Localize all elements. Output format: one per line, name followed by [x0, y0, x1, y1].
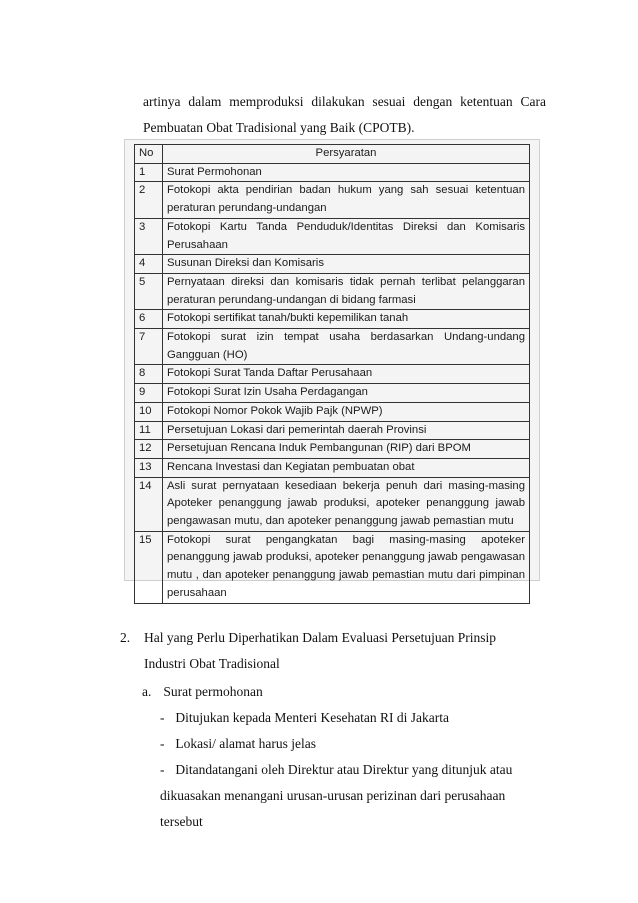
section-2-title-line-2: Industri Obat Tradisional	[144, 656, 280, 671]
row-number: 1	[135, 163, 163, 182]
row-number: 2	[135, 182, 163, 218]
section-2	[120, 628, 540, 838]
header-no: No	[135, 145, 163, 164]
header-persyaratan: Persyaratan	[163, 145, 530, 164]
row-requirement: Fotokopi surat pengangkatan bagi masing-masing apoteker penanggung jawab produksi, apoteker penanggung jawab pengawasan mutu , dan apoteker penanggung jawab pemastian mutu dari pimpinan perusahaan	[163, 531, 530, 603]
table-row	[135, 402, 530, 421]
bullet-continuation: dikuasakan menangani urusan-urusan perizinan dari perusahaan	[160, 788, 506, 803]
requirements-table-image	[124, 139, 540, 599]
row-number: 11	[135, 421, 163, 440]
table-row	[135, 329, 530, 365]
row-requirement: Pernyataan direksi dan komisaris tidak pernah terlibat pelanggaran peraturan perundang-undangan di bidang farmasi	[163, 273, 530, 309]
row-number: 5	[135, 273, 163, 309]
bullet-item	[160, 734, 540, 754]
row-number: 7	[135, 329, 163, 365]
row-requirement: Fotokopi sertifikat tanah/bukti kepemilikan tanah	[163, 310, 530, 329]
row-number: 9	[135, 384, 163, 403]
table-row	[135, 255, 530, 274]
section-2-number: 2.	[120, 630, 131, 645]
row-number: 15	[135, 531, 163, 603]
row-number: 4	[135, 255, 163, 274]
requirements-table	[134, 144, 530, 604]
bullet-dash: -	[160, 736, 165, 751]
table-row	[135, 182, 530, 218]
row-requirement: Fotokopi Surat Izin Usaha Perdagangan	[163, 384, 530, 403]
row-requirement: Fotokopi Surat Tanda Daftar Perusahaan	[163, 365, 530, 384]
table-row	[135, 440, 530, 459]
row-requirement: Surat Permohonan	[163, 163, 530, 182]
row-requirement: Persetujuan Lokasi dari pemerintah daerah Provinsi	[163, 421, 530, 440]
section-2-heading	[120, 628, 540, 674]
intro-line-2: Pembuatan Obat Tradisional yang Baik (CPOTB).	[143, 120, 415, 135]
row-requirement: Fotokopi Nomor Pokok Wajib Pajk (NPWP)	[163, 402, 530, 421]
bullet-text: Ditandatangani oleh Direktur atau Direktur yang ditunjuk atau	[175, 762, 513, 777]
table-row	[135, 477, 530, 531]
table-header-row	[135, 145, 530, 164]
row-requirement: Fotokopi surat izin tempat usaha berdasarkan Undang-undang Gangguan (HO)	[163, 329, 530, 365]
row-number: 3	[135, 218, 163, 254]
row-requirement: Susunan Direksi dan Komisaris	[163, 255, 530, 274]
row-number: 6	[135, 310, 163, 329]
row-requirement: Fotokopi akta pendirian badan hukum yang sah sesuai ketentuan peraturan perundang-undangan	[163, 182, 530, 218]
table-row	[135, 458, 530, 477]
bullet-dash: -	[160, 710, 165, 725]
row-number: 8	[135, 365, 163, 384]
table-row	[135, 310, 530, 329]
table-row	[135, 531, 530, 603]
sub-item-a	[142, 682, 540, 702]
row-requirement: Fotokopi Kartu Tanda Penduduk/Identitas Direksi dan Komisaris Perusahaan	[163, 218, 530, 254]
bullet-dash: -	[160, 762, 165, 777]
row-requirement: Persetujuan Rencana Induk Pembangunan (RIP) dari BPOM	[163, 440, 530, 459]
section-2-title-line-1: Hal yang Perlu Diperhatikan Dalam Evaluasi Persetujuan Prinsip	[144, 630, 497, 645]
table-row	[135, 163, 530, 182]
row-number: 13	[135, 458, 163, 477]
bullet-text: Ditujukan kepada Menteri Kesehatan RI di Jakarta	[175, 710, 450, 725]
table-row	[135, 273, 530, 309]
sub-item-a-bullets	[160, 708, 540, 832]
row-number: 14	[135, 477, 163, 531]
sub-item-a-label: a.	[142, 684, 152, 699]
intro-line-1: artinya dalam memproduksi dilakukan sesuai dengan ketentuan Cara	[143, 94, 546, 109]
table-row	[135, 384, 530, 403]
sub-item-a-text: Surat permohonan	[163, 684, 263, 699]
table-row	[135, 365, 530, 384]
row-number: 10	[135, 402, 163, 421]
bullet-text: Lokasi/ alamat harus jelas	[175, 736, 316, 751]
bullet-item	[160, 708, 540, 728]
row-requirement: Rencana Investasi dan Kegiatan pembuatan obat	[163, 458, 530, 477]
intro-paragraph	[143, 92, 546, 138]
row-requirement: Asli surat pernyataan kesediaan bekerja penuh dari masing-masing Apoteker penanggung jawab produksi, apoteker penanggung jawab pengawasan mutu, dan apoteker penanggung jawab pemastian mutu	[163, 477, 530, 531]
row-number: 12	[135, 440, 163, 459]
table-row	[135, 421, 530, 440]
bullet-continuation: tersebut	[160, 814, 203, 829]
bullet-item	[160, 760, 540, 832]
table-row	[135, 218, 530, 254]
